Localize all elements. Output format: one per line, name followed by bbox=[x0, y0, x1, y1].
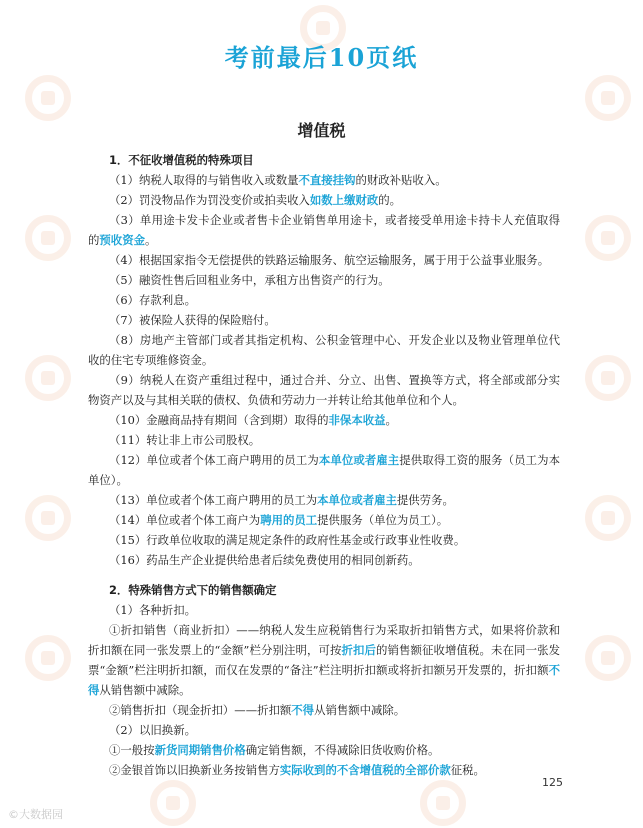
section-title: 增值税 bbox=[297, 121, 346, 140]
highlighted-phrase: 聘用的员工 bbox=[260, 513, 318, 527]
watermark-logo-text: ©大数据园 bbox=[8, 808, 63, 821]
highlighted-phrase: 实际收到的不含增值税的全部价款 bbox=[279, 763, 451, 777]
highlighted-phrase: 预收资金 bbox=[99, 233, 145, 247]
subsection-2-list bbox=[88, 600, 560, 780]
highlighted-phrase: 折扣后 bbox=[341, 643, 376, 657]
text-run: ①折扣销售（商业折扣）——纳税人发生应税销售行为采取折扣销售方式，如果将价款和折扣额在同一张发票上的“金额”栏分别注明，可按 bbox=[88, 623, 560, 657]
watermark-icon bbox=[25, 75, 71, 121]
paragraph-item bbox=[88, 370, 560, 410]
paragraph-item bbox=[88, 430, 560, 450]
paragraph-item bbox=[88, 250, 560, 270]
text-run: ①一般按 bbox=[109, 743, 155, 757]
paragraph-item bbox=[88, 310, 560, 330]
highlighted-phrase: 本单位或者雇主 bbox=[317, 493, 397, 507]
text-run: （11）转让非上市公司股权。 bbox=[109, 433, 261, 447]
page-title: 考前最后10页纸 bbox=[224, 43, 419, 72]
watermark-icon bbox=[25, 495, 71, 541]
text-run: （5）融资性售后回租业务中，承租方出售资产的行为。 bbox=[109, 273, 390, 287]
paragraph-item bbox=[88, 600, 560, 620]
watermark-icon bbox=[150, 780, 196, 826]
text-run: 确定销售额，不得减除旧货收购价格。 bbox=[245, 743, 440, 757]
paragraph-item bbox=[88, 290, 560, 310]
text-run: （10）金融商品持有期间（含到期）取得的 bbox=[109, 413, 329, 427]
paragraph-item bbox=[88, 190, 560, 210]
document-body bbox=[88, 150, 560, 780]
paragraph-item bbox=[88, 760, 560, 780]
text-run: （9）纳税人在资产重组过程中，通过合并、分立、出售、置换等方式，将全部或部分实物资产以及与其相关联的债权、负债和劳动力一并转让给其他单位和个人。 bbox=[88, 373, 560, 407]
highlighted-phrase: 如数上缴财政 bbox=[309, 193, 379, 207]
highlighted-phrase: 不得 bbox=[88, 663, 560, 697]
text-run: （3）单用途卡发卡企业或者售卡企业销售单用途卡，或者接受单用途卡持卡人充值取得的 bbox=[88, 213, 560, 247]
text-run: ②金银首饰以旧换新业务按销售方 bbox=[109, 763, 280, 777]
text-run: ②销售折扣（现金折扣）——折扣额 bbox=[109, 703, 292, 717]
watermark-icon bbox=[585, 215, 631, 261]
text-run: （1）各种折扣。 bbox=[109, 603, 196, 617]
paragraph-item bbox=[88, 490, 560, 510]
paragraph-item bbox=[88, 410, 560, 430]
page-number: 125 bbox=[542, 776, 563, 789]
text-run: 从销售额中减除。 bbox=[314, 703, 406, 717]
text-run: （15）行政单位收取的满足规定条件的政府性基金或行政事业性收费。 bbox=[109, 533, 466, 547]
paragraph-item bbox=[88, 720, 560, 740]
subsection-heading-1: 1．不征收增值税的特殊项目 bbox=[109, 153, 254, 167]
watermark-icon bbox=[25, 215, 71, 261]
text-run: （16）药品生产企业提供给患者后续免费使用的相同创新药。 bbox=[109, 553, 420, 567]
watermark-icon bbox=[420, 780, 466, 826]
paragraph-item bbox=[88, 530, 560, 550]
watermark-icon bbox=[585, 75, 631, 121]
text-run: 的财政补贴收入。 bbox=[355, 173, 447, 187]
subsection-1-list bbox=[88, 170, 560, 570]
text-run: 。 bbox=[144, 233, 157, 247]
highlighted-phrase: 不得 bbox=[291, 703, 315, 717]
subsection-heading-2: 2．特殊销售方式下的销售额确定 bbox=[109, 583, 277, 597]
watermark-icon bbox=[25, 355, 71, 401]
text-run: （6）存款利息。 bbox=[109, 293, 196, 307]
paragraph-item bbox=[88, 330, 560, 370]
text-run: 的销售额征收增值税。未在同一张发票“金额”栏注明折扣额，而仅在发票的“备注”栏注明折扣额或将折扣额另开发票的，折扣额 bbox=[88, 643, 560, 677]
text-run: （4）根据国家指令无偿提供的铁路运输服务、航空运输服务，属于用于公益事业服务。 bbox=[109, 253, 550, 267]
text-run: （2）以旧换新。 bbox=[109, 723, 196, 737]
watermark-icon bbox=[585, 495, 631, 541]
text-run: 从销售额中减除。 bbox=[99, 683, 191, 697]
text-run: （2）罚没物品作为罚没变价或拍卖收入 bbox=[109, 193, 310, 207]
text-run: （8）房地产主管部门或者其指定机构、公积金管理中心、开发企业以及物业管理单位代收的住宅专项维修资金。 bbox=[88, 333, 560, 367]
highlighted-phrase: 新货同期销售价格 bbox=[154, 743, 246, 757]
text-run: （14）单位或者个体工商户为 bbox=[109, 513, 261, 527]
watermark-icon bbox=[585, 355, 631, 401]
text-run: （7）被保险人获得的保险赔付。 bbox=[109, 313, 276, 327]
paragraph-item bbox=[88, 700, 560, 720]
paragraph-item bbox=[88, 550, 560, 570]
paragraph-item bbox=[88, 170, 560, 190]
text-run: 。 bbox=[385, 413, 397, 427]
text-run: （12）单位或者个体工商户聘用的员工为 bbox=[109, 453, 319, 467]
paragraph-item bbox=[88, 450, 560, 490]
text-run: 的。 bbox=[378, 193, 402, 207]
paragraph-item bbox=[88, 740, 560, 760]
watermark-icon bbox=[25, 635, 71, 681]
paragraph-item bbox=[88, 210, 560, 250]
paragraph-item bbox=[88, 620, 560, 700]
highlighted-phrase: 非保本收益 bbox=[328, 413, 386, 427]
text-run: （13）单位或者个体工商户聘用的员工为 bbox=[109, 493, 318, 507]
paragraph-item bbox=[88, 510, 560, 530]
text-run: 提供劳务。 bbox=[396, 493, 454, 507]
watermark-icon bbox=[585, 635, 631, 681]
highlighted-phrase: 本单位或者雇主 bbox=[318, 453, 400, 467]
text-run: （1）纳税人取得的与销售收入或数量 bbox=[109, 173, 299, 187]
highlighted-phrase: 不直接挂钩 bbox=[298, 173, 356, 187]
paragraph-item bbox=[88, 270, 560, 290]
text-run: 提供服务（单位为员工）。 bbox=[317, 513, 449, 527]
text-run: 征税。 bbox=[450, 763, 485, 777]
text-run: 提供取得工资的服务（员工为本单位）。 bbox=[88, 453, 560, 487]
